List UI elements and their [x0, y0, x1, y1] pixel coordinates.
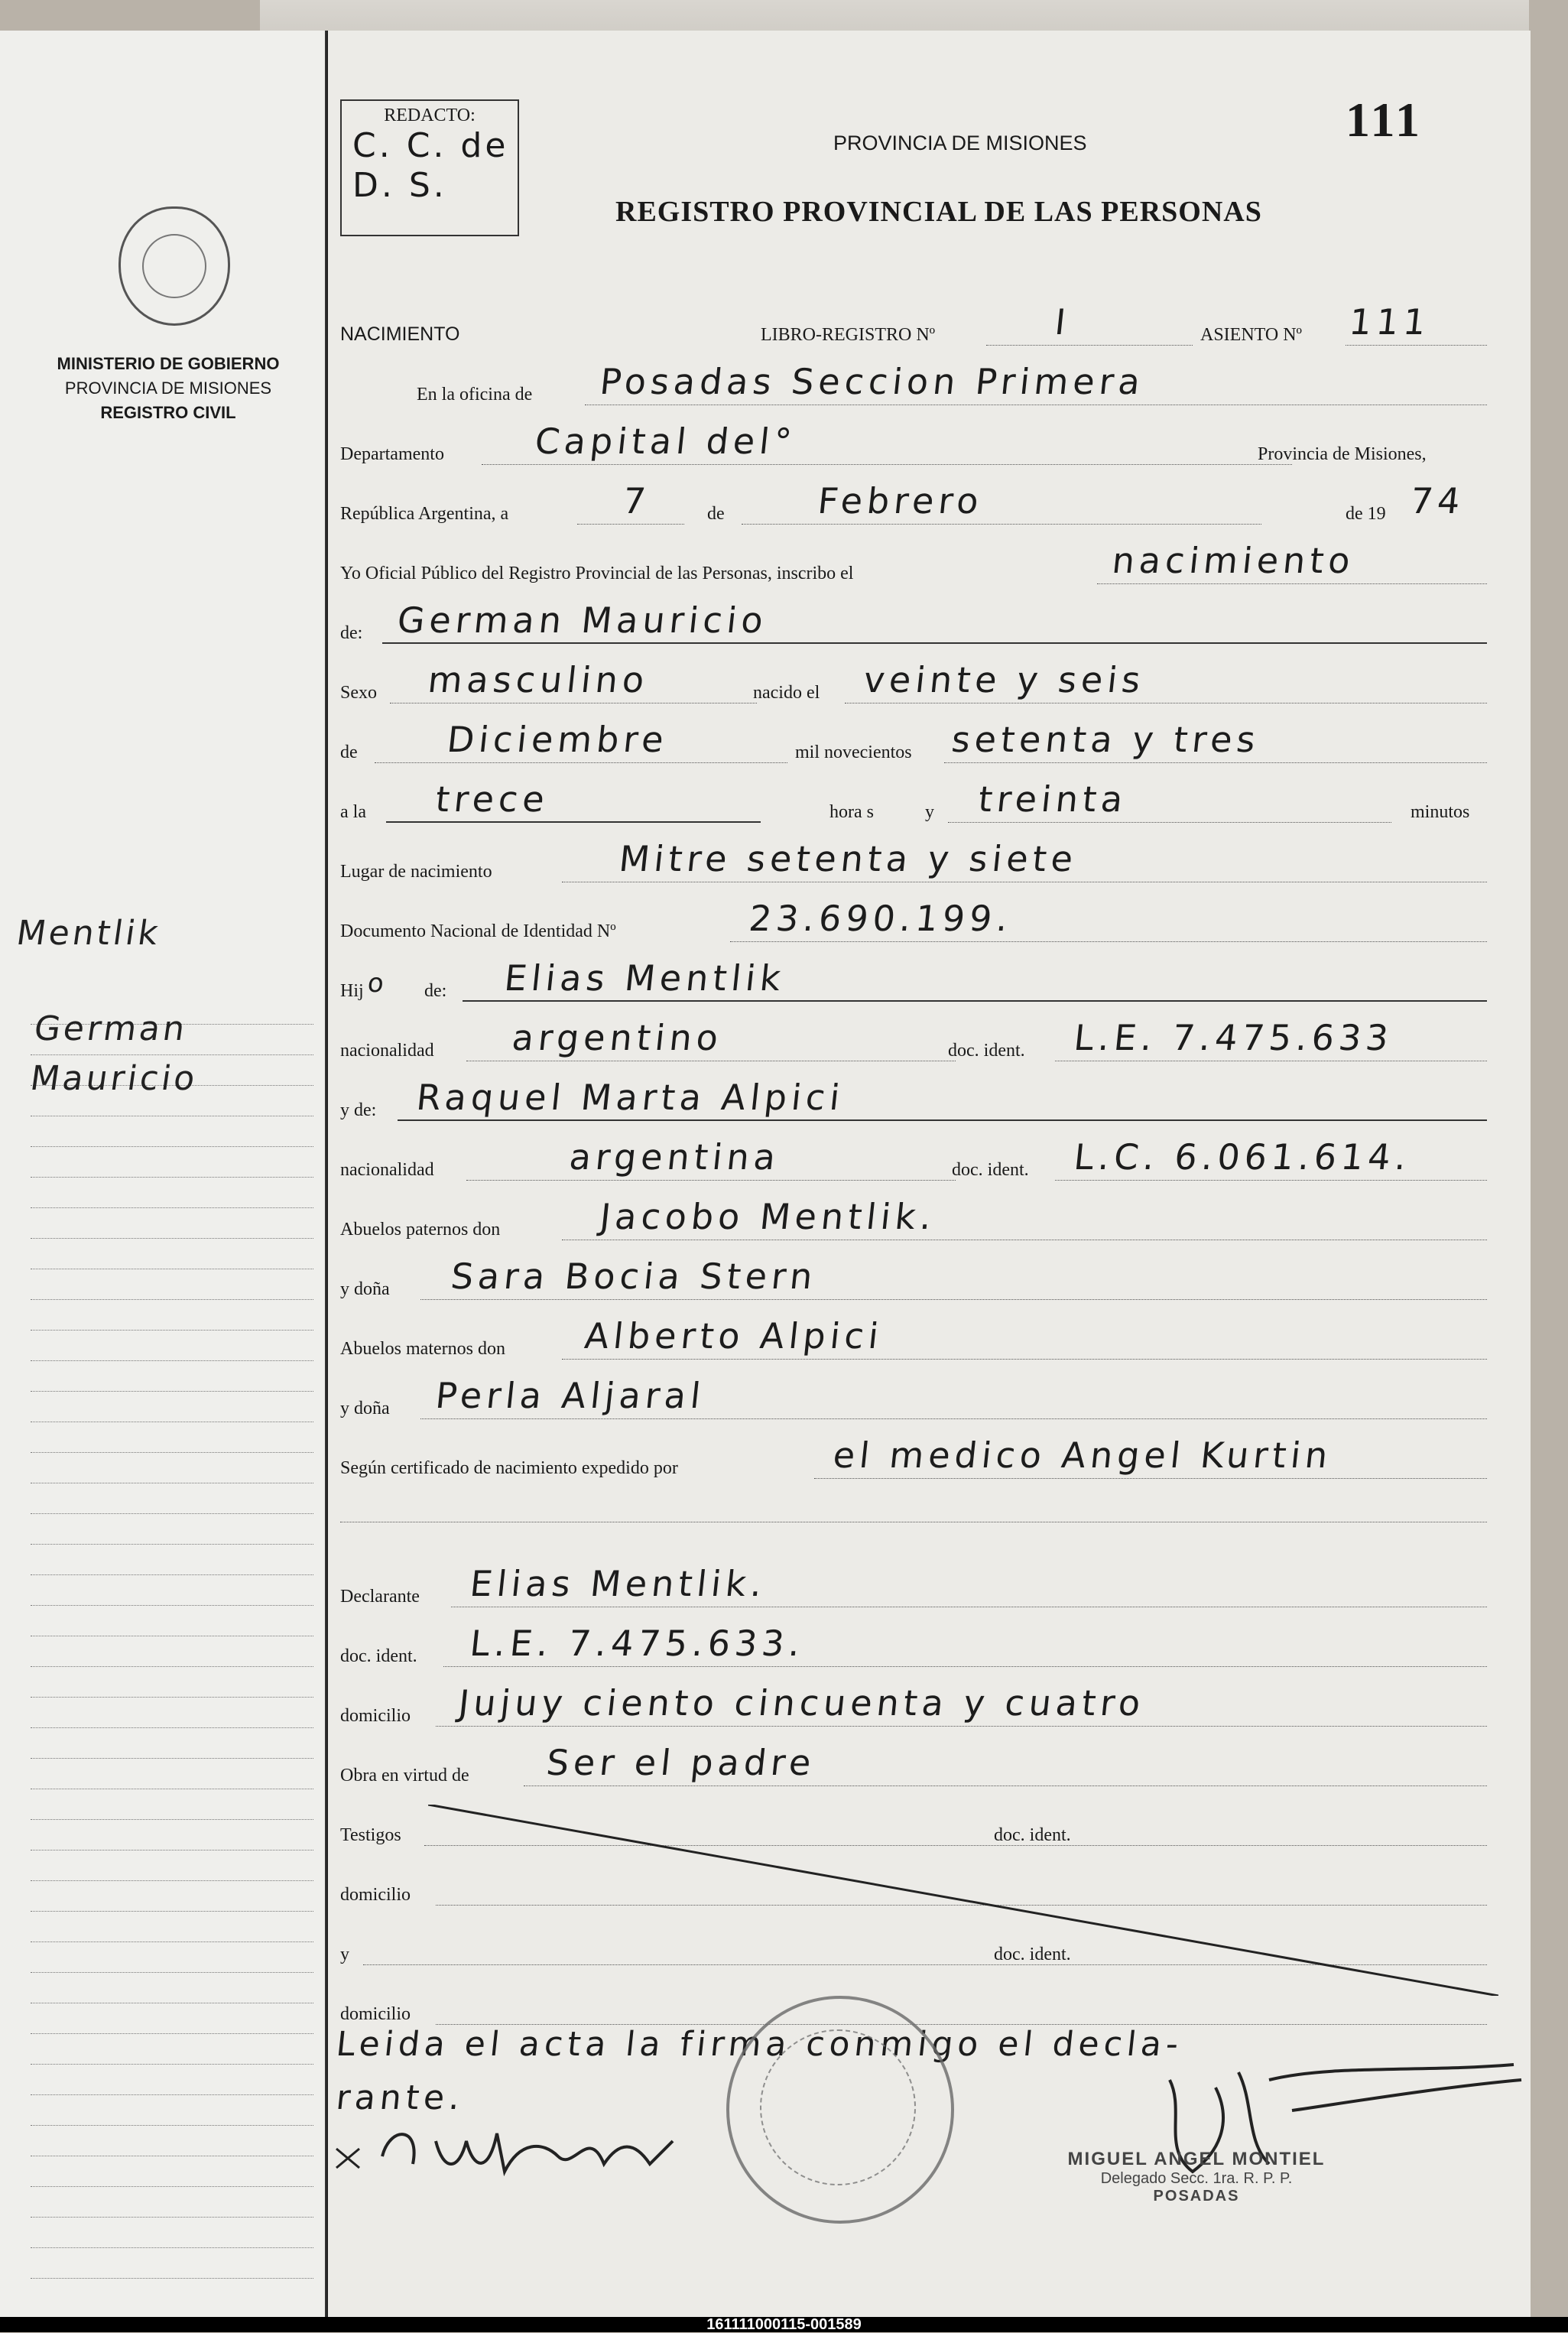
- padre-doc-label: doc. ident.: [948, 1041, 1025, 1061]
- header-province: PROVINCIA DE MISIONES: [833, 132, 1087, 154]
- redacto-box: [340, 99, 519, 236]
- testigos-label: Testigos: [340, 1825, 401, 1845]
- padre-doc-value: L.E. 7.475.633: [1072, 1017, 1395, 1058]
- row-abuela-paterna: [340, 1256, 1487, 1305]
- dni-label: Documento Nacional de Identidad Nº: [340, 921, 616, 941]
- row-obra: [340, 1742, 1487, 1791]
- official-name: MIGUEL ANGEL MONTIEL: [1067, 2149, 1326, 2169]
- row-declarante-doc: [340, 1623, 1487, 1672]
- row-abuelo-paterno: [340, 1196, 1487, 1245]
- lugar-value: Mitre setenta y siete: [617, 838, 1080, 879]
- row-oficina: [340, 361, 1487, 410]
- abuelos-m-label: Abuelos maternos don: [340, 1339, 505, 1359]
- row-madre: [340, 1077, 1487, 1126]
- y-label: y: [925, 802, 934, 822]
- testigo2-domicilio-label: domicilio: [340, 2004, 411, 2024]
- mes-value: Febrero: [816, 480, 985, 522]
- obra-label: Obra en virtud de: [340, 1766, 469, 1785]
- row-certificado: [340, 1435, 1487, 1483]
- abuela-p-value: Sara Bocia Stern: [449, 1256, 820, 1297]
- row-libro: [340, 301, 1487, 350]
- de2-label: de:: [340, 623, 363, 643]
- row-madre-nac: [340, 1136, 1487, 1185]
- sexo-value: masculino: [426, 659, 651, 700]
- row-inscribo: [340, 540, 1487, 589]
- mes-nac-value: Diciembre: [445, 719, 670, 760]
- margin-column: [0, 31, 326, 2317]
- departamento-label: Departamento: [340, 444, 444, 464]
- margin-note-first-name: German: [31, 1009, 190, 1048]
- row-lugar: [340, 838, 1487, 887]
- ministry-block: [23, 352, 313, 425]
- row-domicilio: [340, 1682, 1487, 1731]
- barcode-strip: 161111000115-001589: [0, 2317, 1568, 2332]
- abuelo-p-value: Jacobo Mentlik.: [598, 1196, 938, 1237]
- hijo-label: Hij: [340, 981, 364, 1001]
- ministry-registry: REGISTRO CIVIL: [100, 403, 236, 422]
- declarant-signature: [329, 2095, 757, 2187]
- declarante-label: Declarante: [340, 1587, 420, 1607]
- declarante-doc-value: L.E. 7.475.633.: [468, 1623, 807, 1664]
- nacido-label: nacido el: [753, 683, 820, 703]
- minutos-label: minutos: [1411, 802, 1470, 822]
- domicilio-value: Jujuy ciento cincuenta y cuatro: [456, 1682, 1148, 1724]
- oficina-label: En la oficina de: [417, 385, 533, 405]
- provincia-label: Provincia de Misiones,: [1258, 444, 1427, 464]
- closing-line-1: Leida el acta la firma conmigo el decla-: [334, 2025, 1185, 2064]
- testigo-domicilio-label: domicilio: [340, 1885, 411, 1905]
- mil-label: mil novecientos: [795, 742, 912, 762]
- redacto-line-1: C. C. de: [352, 126, 509, 165]
- libro-value: I: [1053, 301, 1073, 343]
- hijo-suffix: o: [365, 968, 390, 999]
- official-place: POSADAS: [1153, 2188, 1240, 2205]
- official-title: Delegado Secc. 1ra. R. P. P.: [1100, 2170, 1293, 2187]
- abuelos-p-label: Abuelos paternos don: [340, 1220, 501, 1240]
- nombre-value: German Mauricio: [395, 599, 770, 641]
- row-abuela-materna: [340, 1375, 1487, 1424]
- certificado-label: Según certificado de nacimiento expedido por: [340, 1458, 678, 1478]
- header-registry: REGISTRO PROVINCIAL DE LAS PERSONAS: [615, 196, 1262, 228]
- inscribo-value: nacimiento: [1110, 540, 1357, 581]
- redacto-label: REDACTO:: [384, 106, 476, 125]
- madre-doc-value: L.C. 6.061.614.: [1072, 1136, 1414, 1178]
- anio-label: de 19: [1346, 504, 1386, 524]
- closing-line-2: rante.: [334, 2078, 466, 2117]
- padre-nac-value: argentino: [510, 1017, 725, 1058]
- row-departamento: [340, 421, 1487, 470]
- certificado-value: el medico Angel Kurtin: [831, 1435, 1335, 1476]
- libro-label: LIBRO-REGISTRO Nº: [761, 325, 936, 345]
- y2-label: y: [340, 1945, 349, 1964]
- abuelo-m-value: Alberto Alpici: [583, 1315, 885, 1357]
- ministry-province: PROVINCIA DE MISIONES: [64, 379, 272, 398]
- madre-value: Raquel Marta Alpici: [414, 1077, 846, 1118]
- yde-label: y de:: [340, 1100, 377, 1120]
- madre-nac-value: argentina: [567, 1136, 782, 1178]
- declarante-value: Elias Mentlik.: [468, 1563, 769, 1604]
- republica-label: República Argentina, a: [340, 504, 509, 524]
- row-nombre: [340, 599, 1487, 648]
- redacto-line-2: D. S.: [352, 166, 447, 205]
- padre-nac-label: nacionalidad: [340, 1041, 434, 1061]
- row-anio-nac: [340, 719, 1487, 768]
- ala-label: a la: [340, 802, 366, 822]
- abuela-m-value: Perla Aljaral: [433, 1375, 707, 1416]
- row-dni: [340, 898, 1487, 947]
- margin-lines: [31, 994, 313, 2279]
- abuela-p-label: y doña: [340, 1279, 390, 1299]
- row-hora: [340, 778, 1487, 827]
- sexo-label: Sexo: [340, 683, 377, 703]
- departamento-value: Capital del°: [533, 421, 799, 462]
- ministry-name: MINISTERIO DE GOBIERNO: [57, 354, 280, 373]
- madre-nac-label: nacionalidad: [340, 1160, 434, 1180]
- horas-label: hora s: [829, 802, 874, 822]
- nacido-value: veinte y seis: [862, 659, 1148, 700]
- provincial-seal-icon: [118, 206, 230, 326]
- lugar-label: Lugar de nacimiento: [340, 862, 492, 882]
- row-declarante: [340, 1563, 1487, 1612]
- dia-value: 7: [621, 480, 653, 522]
- anio-nac-value: setenta y tres: [950, 719, 1262, 760]
- row-fecha: [340, 480, 1487, 529]
- registry-stamp-icon: [726, 1996, 954, 2224]
- testigo2-doc-label: doc. ident.: [994, 1945, 1071, 1964]
- official-block: [1036, 2149, 1357, 2205]
- padre-value: Elias Mentlik: [502, 957, 787, 999]
- nacimiento-label: NACIMIENTO: [340, 323, 460, 345]
- minutos-value: treinta: [976, 778, 1130, 820]
- declarante-doc-label: doc. ident.: [340, 1646, 417, 1666]
- page-number: 111: [1346, 93, 1423, 147]
- margin-note-surname: Mentlik: [14, 914, 164, 953]
- oficina-value: Posadas Seccion Primera: [598, 361, 1147, 402]
- margin-note-middle-name: Mauricio: [28, 1059, 201, 1098]
- hora-value: trece: [433, 778, 551, 820]
- inscribo-label: Yo Oficial Público del Registro Provincial de las Personas, inscribo el: [340, 564, 854, 583]
- anio-value: 74: [1408, 480, 1467, 522]
- domicilio-label: domicilio: [340, 1706, 411, 1726]
- hijo-de-label: de:: [424, 981, 447, 1001]
- row-padre: [340, 957, 1487, 1006]
- obra-value: Ser el padre: [544, 1742, 818, 1783]
- row-sexo: [340, 659, 1487, 708]
- strike-line: [428, 1805, 1498, 1996]
- row-abuelo-materno: [340, 1315, 1487, 1364]
- abuela-m-label: y doña: [340, 1399, 390, 1418]
- asiento-value: 111: [1347, 301, 1433, 343]
- asiento-label: ASIENTO Nº: [1200, 325, 1302, 345]
- testigos-doc-label: doc. ident.: [994, 1825, 1071, 1845]
- de-label: de: [707, 504, 725, 524]
- dni-value: 23.690.199.: [747, 898, 1014, 939]
- row-padre-nac: [340, 1017, 1487, 1066]
- de3-label: de: [340, 742, 358, 762]
- madre-doc-label: doc. ident.: [952, 1160, 1029, 1180]
